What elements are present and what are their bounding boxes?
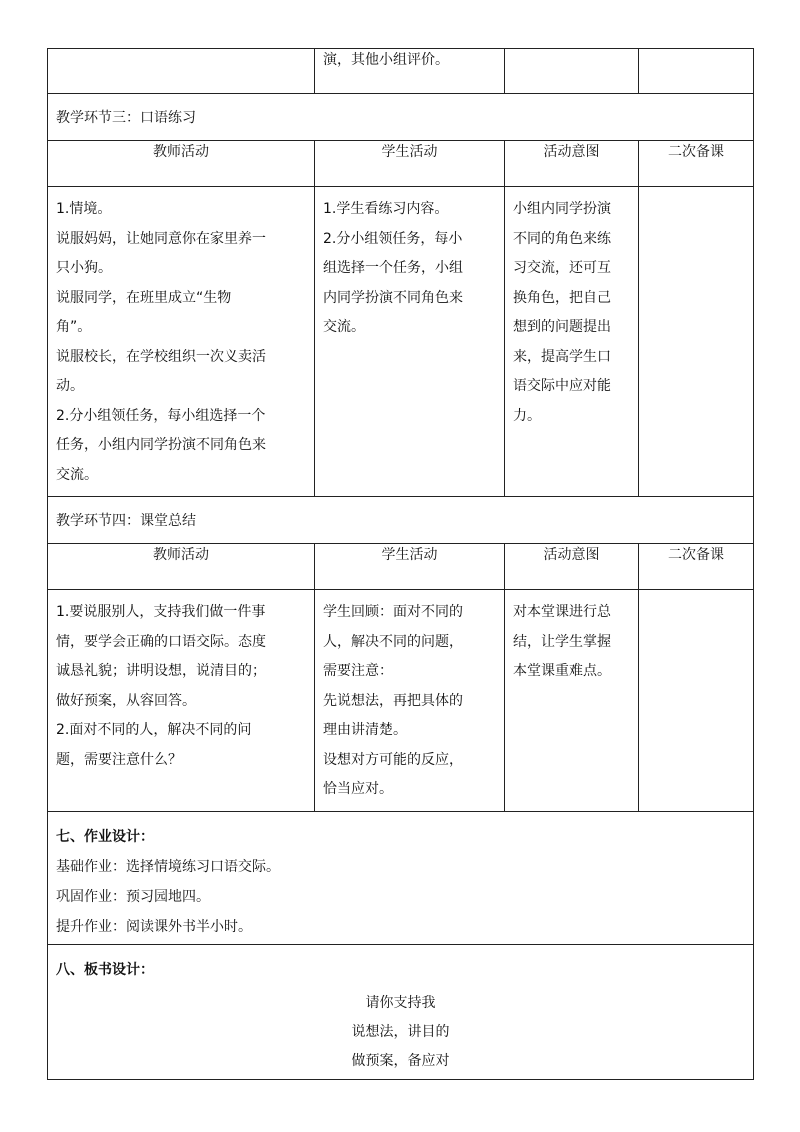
- continued-teacher-cell: [48, 49, 315, 94]
- section3-student-line: 2.分小组领任务，每小: [323, 230, 463, 247]
- section3-teacher-line: 2.分小组领任务，每小组选择一个: [56, 407, 266, 424]
- section3-content-row: [48, 187, 754, 497]
- section4-student-line: 学生回顾：面对不同的: [323, 604, 463, 620]
- board-cell: [48, 945, 754, 1080]
- section4-header-prep: 二次备课: [639, 544, 754, 590]
- section3-intent-line: 不同的角色来练: [513, 230, 611, 247]
- section4-intent-line: 对本堂课进行总: [513, 604, 611, 620]
- section4-teacher-line: 诚恳礼貌；讲明设想，说清目的；: [56, 663, 266, 679]
- section3-teacher-line: 1.情境。: [56, 201, 112, 217]
- section3-intent-line: 习交流，还可互: [513, 260, 611, 276]
- section3-teacher-line: 动。: [56, 378, 84, 394]
- section3-header-prep: 二次备课: [639, 141, 754, 187]
- section3-student-line: 1.学生看练习内容。: [323, 201, 449, 217]
- section3-prep-cell: [639, 187, 754, 497]
- section4-intent-cell: [505, 590, 639, 812]
- continued-student-cell: [315, 49, 505, 94]
- section3-header-intent: 活动意图: [505, 141, 639, 187]
- section3-intent-line: 力。: [513, 407, 541, 424]
- section4-header-row: [48, 544, 754, 590]
- section3-intent-line: 想到的问题提出: [513, 319, 611, 335]
- section4-header-teacher: 教师活动: [48, 544, 315, 590]
- lesson-plan-table: [47, 48, 754, 1080]
- section4-student-line: 人，解决不同的问题，: [323, 633, 463, 650]
- section4-header-student: 学生活动: [315, 544, 505, 590]
- continued-student-text: 演，其他小组评价。: [323, 52, 449, 68]
- section4-student-cell: [315, 590, 505, 812]
- section4-teacher-cell: [48, 590, 315, 812]
- section4-prep-cell: [639, 590, 754, 812]
- section3-teacher-cell: [48, 187, 315, 497]
- section3-intent-cell: [505, 187, 639, 497]
- section3-header-student: 学生活动: [315, 141, 505, 187]
- board-content: [56, 989, 745, 1076]
- section3-student-line: 交流。: [323, 319, 365, 335]
- section4-teacher-line: 2.面对不同的人，解决不同的问: [56, 722, 252, 738]
- continued-prep-cell: [639, 49, 754, 94]
- board-title: 八、板书设计：: [56, 962, 154, 978]
- section3-teacher-line: 角”。: [56, 319, 92, 335]
- section3-intent-line: 小组内同学扮演: [513, 201, 611, 217]
- board-line: 说想法，讲目的: [351, 1024, 450, 1040]
- section4-teacher-line: 1.要说服别人，支持我们做一件事: [56, 604, 266, 620]
- section4-title: 教学环节四：课堂总结: [48, 497, 754, 544]
- section4-student-line: 恰当应对。: [323, 781, 393, 797]
- section4-student-line: 理由讲清楚。: [323, 722, 407, 738]
- section4-teacher-line: 题，需要注意什么？: [56, 751, 182, 768]
- section3-teacher-line: 只小狗。: [56, 260, 112, 276]
- section3-intent-line: 换角色，把自己: [513, 289, 611, 306]
- section3-title-row: [48, 94, 754, 141]
- section4-content-row: [48, 590, 754, 812]
- section4-teacher-line: 做好预案，从容回答。: [56, 692, 196, 709]
- section3-header-teacher: 教师活动: [48, 141, 315, 187]
- section4-teacher-line: 情，要学会正确的口语交际。态度: [56, 633, 266, 650]
- continued-row: [48, 49, 754, 94]
- homework-item: 基础作业：选择情境练习口语交际。: [56, 859, 280, 875]
- section3-intent-line: 来，提高学生口: [513, 348, 611, 365]
- section4-student-line: 需要注意：: [323, 663, 393, 679]
- section3-teacher-line: 交流。: [56, 466, 98, 483]
- homework-row: [48, 812, 754, 945]
- section4-title-row: [48, 497, 754, 544]
- homework-title: 七、作业设计：: [56, 829, 154, 845]
- section3-teacher-line: 说服妈妈，让她同意你在家里养一: [56, 230, 266, 247]
- board-row: [48, 945, 754, 1080]
- section3-student-line: 内同学扮演不同角色来: [323, 289, 463, 306]
- section4-intent-line: 结，让学生掌握: [513, 633, 611, 650]
- board-line: 做预案，备应对: [351, 1053, 450, 1069]
- homework-item: 巩固作业：预习园地四。: [56, 889, 210, 905]
- section4-student-line: 设想对方可能的反应，: [323, 751, 463, 768]
- section3-student-cell: [315, 187, 505, 497]
- homework-item: 提升作业：阅读课外书半小时。: [56, 919, 252, 935]
- section3-teacher-line: 说服校长，在学校组织一次义卖活: [56, 348, 266, 365]
- section4-intent-line: 本堂课重难点。: [513, 663, 611, 679]
- board-line: 请你支持我: [365, 995, 436, 1011]
- section3-header-row: [48, 141, 754, 187]
- section3-teacher-line: 任务，小组内同学扮演不同角色来: [56, 437, 266, 453]
- homework-cell: [48, 812, 754, 945]
- continued-intent-cell: [505, 49, 639, 94]
- section3-intent-line: 语交际中应对能: [513, 378, 611, 394]
- section4-header-intent: 活动意图: [505, 544, 639, 590]
- section3-student-line: 组选择一个任务，小组: [323, 260, 463, 276]
- section3-teacher-line: 说服同学，在班里成立“生物: [56, 289, 232, 306]
- section3-title: 教学环节三：口语练习: [48, 94, 754, 141]
- section4-student-line: 先说想法，再把具体的: [323, 692, 463, 709]
